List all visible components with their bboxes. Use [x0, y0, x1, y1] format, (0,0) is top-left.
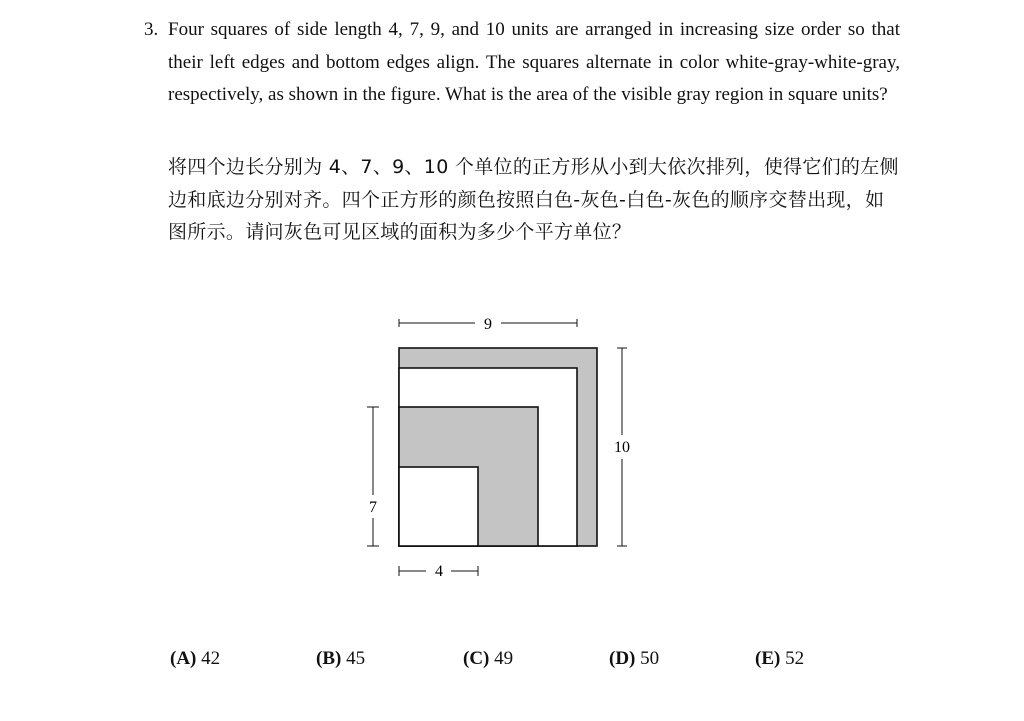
choice-a[interactable]: [170, 648, 220, 670]
squares-diagram: [305, 262, 715, 607]
problem-text-chinese: 将四个边长分别为 4、7、9、10 个单位的正方形从小到大依次排列，使得它们的左侧边和底边分别对齐。四个正方形的颜色按照白色-灰色-白色-灰色的顺序交替出现，如图所示。请问灰色可见区域的面积为多少个平方单位？: [168, 156, 899, 243]
label-7: 7: [369, 499, 377, 516]
figure: [305, 262, 715, 607]
choice-c-value: 49: [494, 648, 514, 669]
choice-d-label: (D): [609, 648, 636, 669]
choice-c[interactable]: [463, 648, 513, 670]
choice-b[interactable]: [316, 648, 365, 670]
square-4-white: [399, 467, 478, 546]
choice-c-label: (C): [463, 648, 490, 669]
choice-b-label: (B): [316, 648, 342, 669]
choice-a-label: (A): [170, 648, 197, 669]
choice-a-value: 42: [201, 648, 221, 669]
choice-d[interactable]: [609, 648, 659, 670]
problem-text-english: Four squares of side length 4, 7, 9, and 10 units are arranged in increasing size order so that their left edges and bottom edges align. The squares alternate in color white-gray-white-gray, respectively, as shown in the figure. What is the area of the visible gray region in square units?: [168, 19, 900, 105]
label-9: 9: [484, 316, 492, 333]
dimension-left: [367, 407, 379, 546]
answer-choices: [0, 648, 1024, 678]
label-4: 4: [435, 563, 443, 580]
problem-number: 3.: [144, 19, 159, 40]
label-10: 10: [614, 439, 630, 456]
choice-b-value: 45: [346, 648, 366, 669]
choice-e-value: 52: [785, 648, 805, 669]
choice-e[interactable]: [755, 648, 804, 670]
choice-e-label: (E): [755, 648, 781, 669]
choice-d-value: 50: [640, 648, 660, 669]
